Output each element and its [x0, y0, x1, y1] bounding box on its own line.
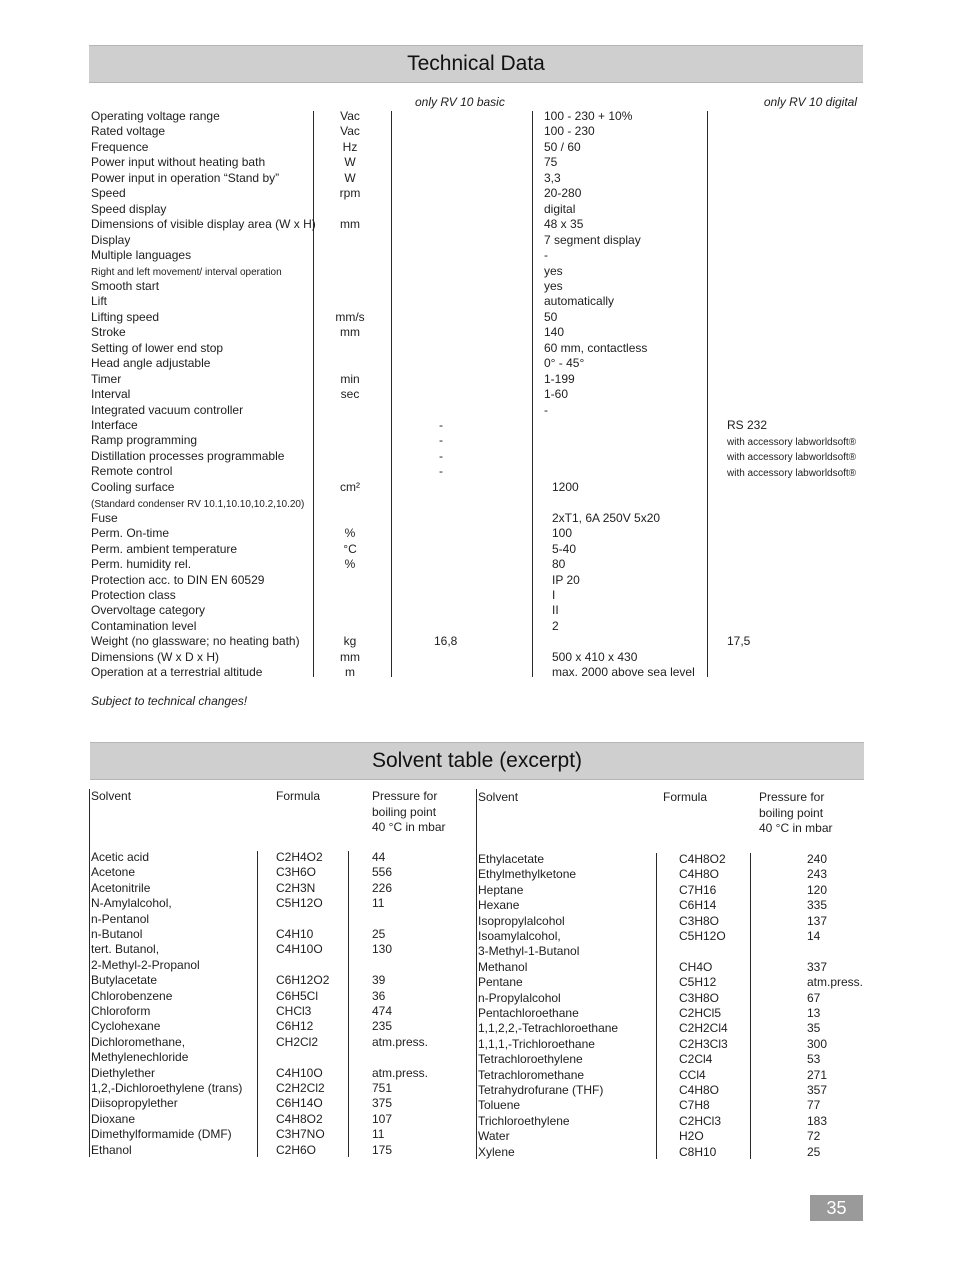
- technical-data-title: Technical Data: [407, 52, 545, 75]
- solvent-formula: C3H6O: [276, 865, 317, 880]
- solvent-pressure: 337: [807, 959, 828, 974]
- solvent-name: Tetrahydrofurane (THF): [478, 1083, 604, 1097]
- solvent-name: Trichloroethylene: [478, 1113, 570, 1128]
- col-header-digital: only RV 10 digital: [763, 95, 857, 109]
- solvent-pressure: 243: [807, 867, 828, 882]
- solvent-pressure: 14: [807, 929, 821, 943]
- solvent-name: Heptane: [478, 882, 524, 897]
- spec-label: Protection acc. to DIN EN 60529: [91, 572, 265, 587]
- solvent-formula: C2H3Cl3: [679, 1036, 728, 1051]
- spec-label: Operating voltage range: [91, 109, 220, 123]
- spec-value-basic: -: [439, 448, 443, 463]
- solvent-pressure: 375: [372, 1096, 393, 1111]
- spec-label: Operation at a terrestrial altitude: [91, 665, 263, 680]
- solvent-pressure: 25: [372, 927, 386, 941]
- solvent-formula: C4H10O: [276, 1065, 323, 1080]
- solvent-pressure: 11: [372, 1127, 385, 1142]
- solvent-formula: C7H8: [679, 1098, 710, 1113]
- solvent-formula: C5H12O: [679, 929, 726, 943]
- solvent-pressure: 11: [372, 896, 385, 911]
- solvent-name: Toluene: [478, 1098, 521, 1113]
- solvent-right-divider-2: [750, 853, 751, 1159]
- solvent-pressure: 39: [372, 973, 386, 988]
- solvent-name: Hexane: [478, 898, 520, 913]
- spec-value: II: [552, 603, 559, 618]
- spec-label: Smooth start: [91, 278, 160, 293]
- spec-unit: m: [345, 665, 355, 680]
- spec-value: 140: [544, 325, 565, 340]
- spec-value: digital: [544, 201, 576, 216]
- spec-value: 2xT1, 6A 250V 5x20: [552, 510, 661, 525]
- page-number: [810, 1195, 863, 1221]
- spec-label: Protection class: [91, 587, 176, 602]
- solvent-formula: C2H6O: [276, 1142, 317, 1157]
- solvent-pressure: 13: [807, 1006, 821, 1020]
- spec-value-digital: with accessory labworldsoft®: [727, 467, 857, 479]
- solvent-pressure: 67: [807, 990, 821, 1005]
- solvent-formula: CH4O: [679, 959, 713, 974]
- solvent-name: 3-Methyl-1-Butanol: [478, 944, 580, 959]
- spec-label: Fuse: [91, 510, 118, 525]
- spec-value: 60 mm, contactless: [544, 340, 648, 355]
- spec-label: Dimensions of visible display area (W x H): [91, 217, 316, 232]
- solvent-formula: C5H12: [679, 975, 717, 990]
- spec-value: 7 segment display: [544, 232, 641, 247]
- spec-value: 500 x 410 x 430: [552, 649, 638, 664]
- solvent-pressure: 44: [372, 850, 386, 864]
- spec-unit: W: [344, 170, 356, 185]
- solvent-formula: C4H8O2: [276, 1111, 323, 1126]
- spec-unit: Vac: [340, 124, 360, 139]
- spec-value-basic: -: [439, 418, 443, 432]
- spec-unit: Vac: [340, 109, 360, 123]
- solvent-name: n-Butanol: [91, 927, 143, 941]
- spec-value-basic: -: [439, 433, 443, 448]
- solvent-name: Acetic acid: [91, 850, 150, 864]
- solvent-formula: C6H5Cl: [276, 988, 319, 1003]
- solvent-name: Ethylmethylketone: [478, 867, 577, 882]
- spec-label: Setting of lower end stop: [91, 340, 224, 355]
- solvent-pressure: 235: [372, 1019, 393, 1034]
- spec-label: Perm. On-time: [91, 526, 170, 541]
- spec-value-digital: with accessory labworldsoft®: [727, 452, 857, 464]
- solvent-pressure: 137: [807, 913, 828, 928]
- solvent-pressure: 226: [372, 880, 393, 895]
- tech-divider-3: [532, 111, 533, 677]
- spec-label: Perm. humidity rel.: [91, 557, 192, 572]
- solvent-name: Dimethylformamide (DMF): [91, 1127, 232, 1142]
- spec-label: Remote control: [91, 464, 173, 479]
- solvent-name: Chlorobenzene: [91, 988, 173, 1003]
- spec-label: Integrated vacuum controller: [91, 402, 244, 417]
- solvent-left-divider-2: [348, 851, 349, 1157]
- page-number-label: 35: [826, 1197, 847, 1218]
- spec-unit: mm: [340, 325, 360, 340]
- spec-label: Power input in operation “Stand by”: [91, 170, 280, 185]
- solvent-pressure: 751: [372, 1081, 393, 1095]
- spec-label: Speed: [91, 186, 126, 201]
- spec-value: 50: [544, 309, 558, 324]
- spec-value: -: [544, 248, 548, 263]
- spec-value: 3,3: [544, 170, 561, 185]
- solvent-formula: C3H8O: [679, 913, 720, 928]
- spec-value-digital: 17,5: [727, 634, 751, 649]
- solvent-name: Dichloromethane,: [91, 1034, 186, 1049]
- solvent-formula: C3H7NO: [276, 1127, 325, 1142]
- spec-label: Interval: [91, 387, 131, 402]
- spec-value: yes: [544, 263, 563, 278]
- solvent-right-divider-1: [656, 853, 657, 1159]
- solvent-formula: C6H12O2: [276, 973, 330, 988]
- solvent-name: Water: [478, 1129, 510, 1144]
- spec-value: -: [544, 402, 548, 417]
- solvent-formula: C2H4O2: [276, 850, 323, 864]
- spec-unit: mm: [340, 649, 360, 664]
- spec-value: 1-60: [544, 387, 569, 402]
- solvent-formula: C4H8O2: [679, 852, 726, 866]
- solvent-formula: H2O: [679, 1129, 704, 1144]
- solvent-name: 1,2,-Dichloroethylene (trans): [91, 1081, 243, 1095]
- right-header-formula: Formula: [663, 790, 708, 804]
- spec-unit: min: [340, 371, 360, 386]
- spec-label: Overvoltage category: [91, 603, 206, 618]
- spec-value: automatically: [544, 294, 615, 309]
- spec-value: 0° - 45°: [544, 356, 585, 371]
- technical-data-banner: [89, 45, 863, 83]
- solvent-name: tert. Butanol,: [91, 942, 160, 957]
- solvent-formula: C6H14O: [276, 1096, 323, 1111]
- tech-divider-4: [707, 111, 708, 677]
- spec-label: Lifting speed: [91, 309, 160, 324]
- solvent-pressure: 53: [807, 1052, 821, 1067]
- solvent-name: Butylacetate: [91, 973, 158, 988]
- solvent-pressure: 120: [807, 882, 828, 897]
- col-header-basic: only RV 10 basic: [415, 95, 505, 109]
- solvent-formula: C6H14: [679, 898, 717, 913]
- solvent-name: Tetrachloroethylene: [478, 1052, 583, 1067]
- spec-label: (Standard condenser RV 10.1,10.10,10.2,10.20): [91, 498, 305, 510]
- spec-label: Head angle adjustable: [91, 356, 211, 371]
- solvent-name: Methanol: [478, 959, 528, 974]
- spec-value: 1-199: [544, 371, 575, 386]
- solvent-pressure: 240: [807, 852, 828, 866]
- spec-unit: sec: [340, 387, 360, 402]
- spec-value-basic: -: [439, 464, 443, 479]
- solvent-formula: C2Cl4: [679, 1052, 713, 1067]
- solvent-name: N-Amylalcohol,: [91, 896, 172, 911]
- solvent-name: Isopropylalcohol: [478, 913, 565, 928]
- solvent-pressure: atm.press.: [372, 1034, 429, 1049]
- spec-label: Multiple languages: [91, 248, 192, 263]
- left-header-pressure-2: boiling point: [372, 805, 437, 819]
- spec-value: 5-40: [552, 541, 577, 556]
- left-header-formula: Formula: [276, 789, 321, 803]
- right-header-pressure-3: 40 °C in mbar: [759, 821, 833, 835]
- spec-value: I: [552, 587, 556, 602]
- solvent-name: 2-Methyl-2-Propanol: [91, 957, 200, 972]
- spec-label: Dimensions (W x D x H): [91, 649, 220, 664]
- solvent-name: Pentachloroethane: [478, 1006, 579, 1020]
- solvent-formula: C2H3N: [276, 880, 316, 895]
- spec-unit: Hz: [342, 139, 358, 154]
- spec-value: max. 2000 above sea level: [552, 665, 695, 680]
- solvent-pressure: 175: [372, 1142, 393, 1157]
- solvent-pressure: 183: [807, 1113, 828, 1128]
- spec-label: Contamination level: [91, 618, 197, 633]
- spec-label: Display: [91, 232, 131, 247]
- solvent-pressure: 357: [807, 1083, 828, 1097]
- spec-value: 2: [552, 618, 559, 633]
- spec-value-basic: 16,8: [434, 634, 458, 649]
- solvent-name: Acetone: [91, 865, 136, 880]
- solvent-formula: C4H8O: [679, 867, 720, 882]
- solvent-pressure: 271: [807, 1067, 828, 1082]
- solvent-name: Ethylacetate: [478, 852, 545, 866]
- spec-unit: cm²: [340, 479, 360, 494]
- solvent-pressure: 300: [807, 1036, 828, 1051]
- spec-label: Lift: [91, 294, 108, 309]
- spec-value: 100 - 230 + 10%: [544, 109, 633, 123]
- solvent-name: Cyclohexane: [91, 1019, 161, 1034]
- spec-unit: mm: [340, 217, 360, 232]
- solvent-formula: C4H8O: [679, 1083, 720, 1097]
- solvent-pressure: 335: [807, 898, 828, 913]
- spec-unit: °C: [343, 541, 357, 556]
- left-header-pressure-3: 40 °C in mbar: [372, 820, 446, 834]
- spec-unit: kg: [343, 634, 357, 649]
- spec-label: Frequence: [91, 139, 149, 154]
- right-header-solvent: Solvent: [478, 790, 519, 804]
- solvent-formula: C3H8O: [679, 990, 720, 1005]
- spec-label: Stroke: [91, 325, 126, 340]
- solvent-pressure: 25: [807, 1144, 821, 1159]
- solvent-name: 1,1,1,-Trichloroethane: [478, 1036, 595, 1051]
- solvent-formula: C2HCl5: [679, 1006, 722, 1020]
- solvent-name: Xylene: [478, 1144, 515, 1159]
- spec-value: 20-280: [544, 186, 582, 201]
- tech-divider-2: [391, 111, 392, 677]
- spec-value-digital: with accessory labworldsoft®: [727, 436, 857, 448]
- solvent-formula: C4H10: [276, 927, 314, 941]
- solvent-name: Diisopropylether: [91, 1096, 178, 1111]
- solvent-pressure: 77: [807, 1098, 821, 1113]
- spec-unit: %: [344, 557, 356, 572]
- left-header-pressure-1: Pressure for: [372, 789, 438, 803]
- solvent-formula: C2H2Cl4: [679, 1021, 728, 1036]
- solvent-formula: CH2Cl2: [276, 1034, 319, 1049]
- solvent-pressure: 474: [372, 1004, 393, 1018]
- spec-label: Ramp programming: [91, 433, 198, 448]
- right-header-pressure-2: boiling point: [759, 806, 824, 820]
- spec-value-digital: RS 232: [727, 418, 768, 432]
- solvent-formula: C8H10: [679, 1144, 717, 1159]
- solvent-pressure: 107: [372, 1111, 393, 1126]
- right-header-pressure-1: Pressure for: [759, 790, 825, 804]
- solvent-pressure: atm.press.: [372, 1065, 429, 1080]
- spec-label: Speed display: [91, 201, 167, 216]
- spec-label: Distillation processes programmable: [91, 448, 285, 463]
- spec-value: 1200: [552, 479, 579, 494]
- solvent-formula: C2H2Cl2: [276, 1081, 325, 1095]
- solvent-formula: C6H12: [276, 1019, 314, 1034]
- solvent-left-border: [89, 789, 90, 1157]
- left-header-solvent: Solvent: [91, 789, 132, 803]
- spec-label: Timer: [91, 371, 122, 386]
- solvent-name: Pentane: [478, 975, 523, 990]
- spec-unit: %: [344, 526, 356, 541]
- solvent-name: Isoamylalcohol,: [478, 929, 561, 943]
- solvent-name: Chloroform: [91, 1004, 151, 1018]
- solvent-name: Diethylether: [91, 1065, 156, 1080]
- spec-label: Interface: [91, 418, 138, 432]
- solvent-name: Dioxane: [91, 1111, 136, 1126]
- spec-value: 100: [552, 526, 573, 541]
- solvent-middle-border: [476, 789, 477, 1159]
- spec-label: Cooling surface: [91, 479, 175, 494]
- spec-value: 80: [552, 557, 566, 572]
- spec-label: Rated voltage: [91, 124, 166, 139]
- solvent-table-title: Solvent table (excerpt): [371, 749, 583, 772]
- spec-value: 48 x 35: [544, 217, 584, 232]
- spec-label: Power input without heating bath: [91, 155, 266, 170]
- solvent-formula: CCl4: [679, 1067, 706, 1082]
- spec-label: Weight (no glassware; no heating bath): [91, 634, 300, 649]
- solvent-formula: C5H12O: [276, 896, 323, 911]
- spec-unit: rpm: [339, 186, 361, 201]
- spec-unit: W: [344, 155, 356, 170]
- solvent-name: Methylenechloride: [91, 1050, 189, 1065]
- solvent-pressure: 36: [372, 988, 386, 1003]
- solvent-pressure: atm.press.: [807, 975, 864, 990]
- spec-value: 100 - 230: [544, 124, 595, 139]
- solvent-formula: C2HCl3: [679, 1113, 722, 1128]
- solvent-name: Acetonitrile: [91, 880, 151, 895]
- solvent-formula: C7H16: [679, 882, 717, 897]
- solvent-name: 1,1,2,2,-Tetrachloroethane: [478, 1021, 619, 1036]
- spec-value: yes: [544, 278, 563, 293]
- solvent-formula: CHCl3: [276, 1004, 312, 1018]
- solvent-table-banner: [90, 742, 864, 780]
- solvent-name: Tetrachloromethane: [478, 1067, 585, 1082]
- solvent-pressure: 556: [372, 865, 393, 880]
- solvent-name: Ethanol: [91, 1142, 132, 1157]
- solvent-name: n-Propylalcohol: [478, 990, 561, 1005]
- solvent-name: n-Pentanol: [91, 911, 150, 926]
- solvent-pressure: 72: [807, 1129, 821, 1144]
- spec-value: IP 20: [552, 572, 580, 587]
- spec-value: 50 / 60: [544, 139, 581, 154]
- footnote: Subject to technical changes!: [91, 694, 248, 708]
- spec-unit: mm/s: [335, 309, 365, 324]
- solvent-pressure: 35: [807, 1021, 821, 1036]
- spec-label: Perm. ambient temperature: [91, 541, 238, 556]
- spec-value: 75: [544, 155, 558, 170]
- solvent-pressure: 130: [372, 942, 393, 957]
- solvent-formula: C4H10O: [276, 942, 323, 957]
- spec-label: Right and left movement/ interval operation: [91, 267, 282, 278]
- solvent-left-divider-1: [257, 851, 258, 1157]
